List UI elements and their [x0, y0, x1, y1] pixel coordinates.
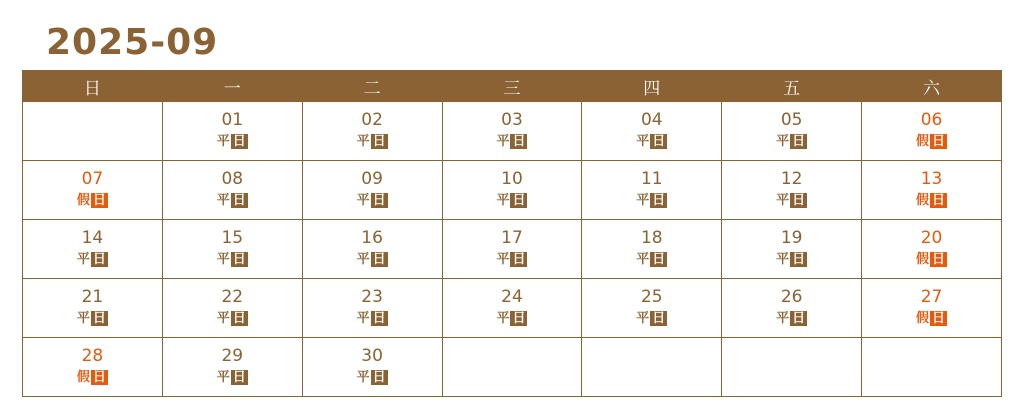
workday-badge: 平 日 — [776, 193, 806, 208]
day-number: 19 — [780, 228, 803, 248]
calendar-cell-day[interactable] — [23, 161, 163, 220]
calendar-cell-empty — [722, 338, 862, 397]
calendar-cell-day[interactable] — [722, 279, 862, 338]
calendar-cell-day[interactable] — [162, 338, 302, 397]
day-number: 21 — [81, 287, 104, 307]
workday-badge: 平 日 — [356, 311, 386, 326]
calendar-week-row — [23, 161, 1002, 220]
day-tag-wrapper — [443, 309, 582, 327]
calendar-cell-empty — [442, 338, 582, 397]
day-tag-wrapper — [303, 368, 442, 386]
day-number: 03 — [501, 110, 523, 130]
calendar-cell-day[interactable] — [23, 279, 163, 338]
day-tag-wrapper — [582, 250, 721, 268]
day-number: 14 — [81, 228, 104, 248]
day-number: 05 — [780, 110, 803, 130]
calendar-week-row — [23, 102, 1002, 161]
calendar-cell-day[interactable] — [722, 161, 862, 220]
day-tag-wrapper — [862, 191, 1001, 209]
calendar-table — [22, 70, 1002, 397]
workday-badge: 平 日 — [356, 193, 386, 208]
calendar-cell-day[interactable] — [302, 161, 442, 220]
day-number: 23 — [361, 287, 383, 307]
day-tag-wrapper — [722, 309, 861, 327]
day-tag-wrapper — [862, 309, 1001, 327]
weekday-header-mon: 一 — [162, 71, 302, 102]
day-tag-wrapper — [443, 250, 582, 268]
day-tag-wrapper — [163, 309, 302, 327]
workday-badge: 平 日 — [636, 134, 666, 149]
calendar-cell-day[interactable] — [582, 161, 722, 220]
day-number: 13 — [920, 169, 943, 189]
workday-badge: 平 日 — [496, 311, 526, 326]
workday-badge: 平 日 — [76, 311, 106, 326]
day-number: 02 — [361, 110, 383, 130]
calendar-cell-day[interactable] — [722, 220, 862, 279]
day-tag-wrapper — [722, 250, 861, 268]
calendar-cell-day[interactable] — [302, 220, 442, 279]
calendar-cell-day[interactable] — [582, 279, 722, 338]
holiday-badge: 假 日 — [916, 252, 946, 267]
day-tag-wrapper — [23, 250, 162, 268]
workday-badge: 平 日 — [76, 252, 106, 267]
day-number: 16 — [361, 228, 383, 248]
day-number: 18 — [640, 228, 663, 248]
day-number: 04 — [640, 110, 663, 130]
calendar-cell-day[interactable] — [862, 220, 1002, 279]
calendar-week-row — [23, 220, 1002, 279]
day-tag-wrapper — [582, 132, 721, 150]
weekday-header-tue: 二 — [302, 71, 442, 102]
day-number: 11 — [640, 169, 663, 189]
calendar-cell-day[interactable] — [302, 279, 442, 338]
workday-badge: 平 日 — [216, 311, 246, 326]
day-number: 25 — [640, 287, 663, 307]
workday-badge: 平 日 — [636, 252, 666, 267]
workday-badge: 平 日 — [636, 311, 666, 326]
day-number: 17 — [501, 228, 523, 248]
calendar-cell-day[interactable] — [162, 220, 302, 279]
day-tag-wrapper — [23, 191, 162, 209]
workday-badge: 平 日 — [636, 193, 666, 208]
calendar-cell-day[interactable] — [862, 279, 1002, 338]
workday-badge: 平 日 — [356, 252, 386, 267]
workday-badge: 平 日 — [496, 193, 526, 208]
workday-badge: 平 日 — [356, 134, 386, 149]
day-number: 29 — [221, 346, 244, 366]
calendar-cell-day[interactable] — [582, 102, 722, 161]
day-tag-wrapper — [722, 132, 861, 150]
workday-badge: 平 日 — [216, 252, 246, 267]
day-tag-wrapper — [862, 250, 1001, 268]
workday-badge: 平 日 — [776, 311, 806, 326]
day-tag-wrapper — [862, 132, 1001, 150]
calendar-cell-day[interactable] — [862, 102, 1002, 161]
workday-badge: 平 日 — [776, 134, 806, 149]
calendar-week-row — [23, 279, 1002, 338]
workday-badge: 平 日 — [216, 193, 246, 208]
workday-badge: 平 日 — [216, 134, 246, 149]
day-tag-wrapper — [582, 191, 721, 209]
workday-badge: 平 日 — [356, 370, 386, 385]
day-tag-wrapper — [163, 250, 302, 268]
calendar-cell-empty — [862, 338, 1002, 397]
calendar-cell-day[interactable] — [582, 220, 722, 279]
calendar-body — [23, 102, 1002, 397]
calendar-cell-day[interactable] — [162, 102, 302, 161]
workday-badge: 平 日 — [496, 134, 526, 149]
calendar-cell-empty — [23, 102, 163, 161]
day-tag-wrapper — [303, 191, 442, 209]
workday-badge: 平 日 — [776, 252, 806, 267]
day-number: 28 — [81, 346, 104, 366]
day-number: 20 — [920, 228, 943, 248]
day-tag-wrapper — [163, 368, 302, 386]
day-tag-wrapper — [582, 309, 721, 327]
day-number: 06 — [920, 110, 943, 130]
calendar-cell-day[interactable] — [862, 161, 1002, 220]
weekday-header-row — [23, 71, 1002, 102]
calendar-cell-day[interactable] — [442, 220, 582, 279]
holiday-badge: 假 日 — [916, 311, 946, 326]
day-number: 24 — [501, 287, 523, 307]
day-number: 22 — [221, 287, 244, 307]
day-number: 15 — [221, 228, 244, 248]
day-number: 01 — [221, 110, 244, 130]
calendar-cell-day[interactable] — [302, 338, 442, 397]
workday-badge: 平 日 — [216, 370, 246, 385]
day-tag-wrapper — [163, 191, 302, 209]
day-tag-wrapper — [23, 309, 162, 327]
workday-badge: 平 日 — [496, 252, 526, 267]
holiday-badge: 假 日 — [76, 193, 106, 208]
holiday-badge: 假 日 — [76, 370, 106, 385]
weekday-header-sun: 日 — [23, 71, 163, 102]
day-tag-wrapper — [443, 191, 582, 209]
day-number: 07 — [81, 169, 104, 189]
calendar-week-row — [23, 338, 1002, 397]
calendar-cell-day[interactable] — [442, 102, 582, 161]
calendar-cell-day[interactable] — [162, 161, 302, 220]
day-tag-wrapper — [722, 191, 861, 209]
weekday-header-fri: 五 — [722, 71, 862, 102]
day-number: 12 — [780, 169, 803, 189]
calendar-cell-day[interactable] — [23, 220, 163, 279]
day-tag-wrapper — [443, 132, 582, 150]
day-tag-wrapper — [303, 132, 442, 150]
day-number: 26 — [780, 287, 803, 307]
day-number: 10 — [501, 169, 523, 189]
day-number: 27 — [920, 287, 943, 307]
weekday-header-sat: 六 — [862, 71, 1002, 102]
day-tag-wrapper — [23, 368, 162, 386]
calendar-cell-day[interactable] — [162, 279, 302, 338]
calendar-cell-empty — [582, 338, 722, 397]
calendar-cell-day[interactable] — [442, 279, 582, 338]
day-tag-wrapper — [163, 132, 302, 150]
day-tag-wrapper — [303, 250, 442, 268]
calendar-cell-day[interactable] — [302, 102, 442, 161]
calendar-cell-day[interactable] — [722, 102, 862, 161]
day-number: 09 — [361, 169, 383, 189]
weekday-header-wed: 三 — [442, 71, 582, 102]
calendar-cell-day[interactable] — [442, 161, 582, 220]
holiday-badge: 假 日 — [916, 134, 946, 149]
calendar-cell-day[interactable] — [23, 338, 163, 397]
weekday-header-thu: 四 — [582, 71, 722, 102]
day-number: 30 — [361, 346, 383, 366]
day-number: 08 — [221, 169, 244, 189]
day-tag-wrapper — [303, 309, 442, 327]
holiday-badge: 假 日 — [916, 193, 946, 208]
page-title: 2025-09 — [46, 22, 219, 63]
